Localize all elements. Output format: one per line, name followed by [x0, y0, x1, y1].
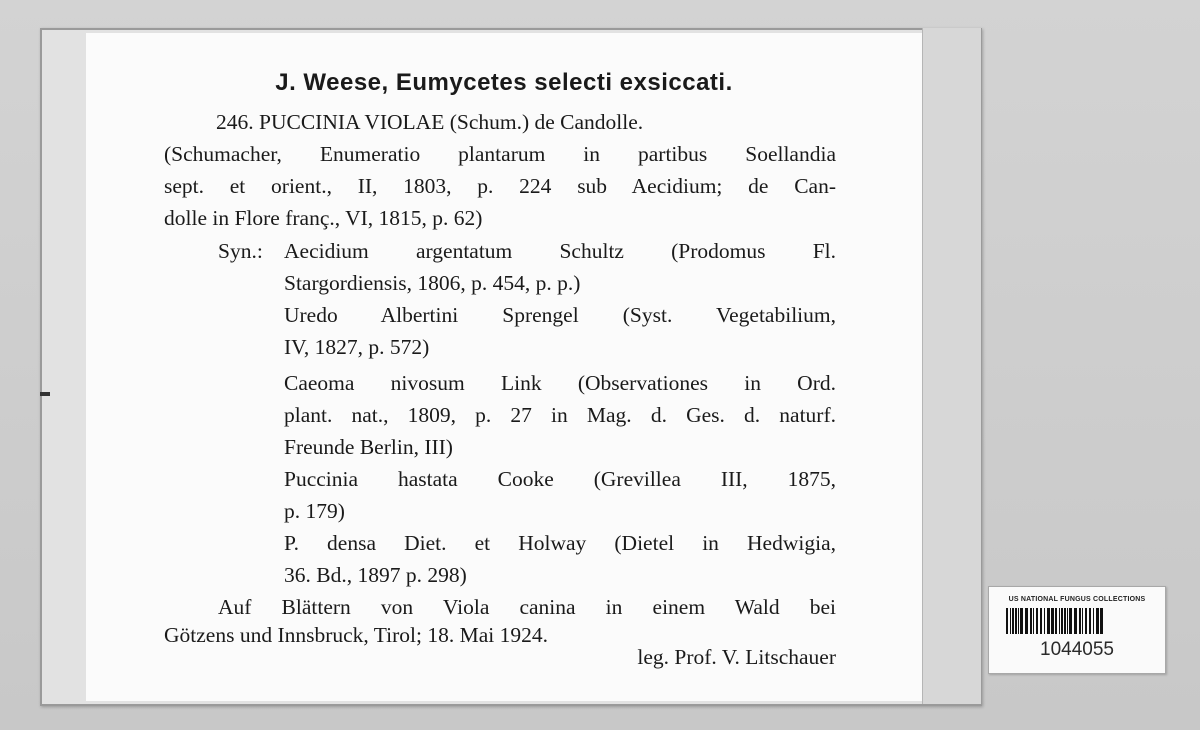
barcode-stripe [1082, 608, 1083, 634]
specimen-label [86, 33, 922, 701]
barcode-stripe [1064, 608, 1066, 634]
synonyms-label: Syn.: [218, 239, 263, 263]
synonym-line-9: p. 179) [284, 499, 345, 523]
barcode-stripe [1010, 608, 1011, 634]
barcode-stripe [1089, 608, 1091, 634]
species-line: 246. PUCCINIA VIOLAE (Schum.) de Candolle. [216, 110, 644, 134]
collector-line: leg. Prof. V. Litschauer [637, 645, 836, 669]
barcode-stripe [1006, 608, 1008, 634]
citation-line-3: dolle in Flore franç., VI, 1815, p. 62) [164, 206, 483, 230]
barcode-stripe [1059, 608, 1060, 634]
synonym-line-8: Puccinia hastata Cooke (Grevillea III, 1875, [284, 467, 836, 491]
barcode-stripe [1096, 608, 1099, 634]
locality-line-1: Auf Blättern von Viola canina in einem Wald bei [218, 595, 836, 619]
barcode-stripe [1085, 608, 1087, 634]
barcode-stripe [1061, 608, 1063, 634]
synonym-line-6: plant. nat., 1809, p. 27 in Mag. d. Ges. d. naturf. [284, 403, 836, 427]
barcode-stripe [1100, 608, 1103, 634]
label-title: J. Weese, Eumycetes selecti exsiccati. [275, 69, 733, 96]
synonym-line-10: P. densa Diet. et Holway (Dietel in Hedwigia, [284, 531, 836, 555]
synonym-line-3: Uredo Albertini Sprengel (Syst. Vegetabilium, [284, 303, 836, 327]
barcode-stripe [1093, 608, 1094, 634]
barcode-stripe [1036, 608, 1038, 634]
barcode-stripe [1030, 608, 1032, 634]
packet-fold [922, 28, 981, 704]
synonym-line-11: 36. Bd., 1897 p. 298) [284, 563, 467, 587]
barcode-stripe [1025, 608, 1028, 634]
barcode-stripe [1012, 608, 1014, 634]
synonym-line-2: Stargordiensis, 1806, p. 454, p. p.) [284, 271, 581, 295]
barcode-stripe [1020, 608, 1023, 634]
barcode-stripe [1074, 608, 1077, 634]
barcode-bars [1006, 608, 1148, 634]
barcode-stripe [1069, 608, 1072, 634]
packet-mark [40, 392, 50, 396]
barcode-header: US NATIONAL FUNGUS COLLECTIONS [1008, 596, 1146, 603]
barcode-stripe [1067, 608, 1068, 634]
barcode-stripe [1047, 608, 1050, 634]
synonym-line-5: Caeoma nivosum Link (Observationes in Ord. [284, 371, 836, 395]
barcode-number: 1044055 [1040, 639, 1114, 660]
barcode-stripe [1055, 608, 1057, 634]
synonym-line-4: IV, 1827, p. 572) [284, 335, 430, 359]
citation-line-1: (Schumacher, Enumeratio plantarum in partibus Soellandia [164, 142, 836, 166]
barcode-stripe [1051, 608, 1054, 634]
barcode-stripe [1044, 608, 1045, 634]
citation-line-2: sept. et orient., II, 1803, p. 224 sub Aecidium; de Can- [164, 174, 836, 198]
barcode-stripe [1033, 608, 1034, 634]
barcode-stripe [1015, 608, 1017, 634]
synonym-line-1: Aecidium argentatum Schultz (Prodomus Fl. [284, 239, 836, 263]
synonym-line-7: Freunde Berlin, III) [284, 435, 453, 459]
barcode-stripe [1018, 608, 1019, 634]
barcode-label [988, 586, 1166, 674]
barcode-stripe [1040, 608, 1042, 634]
locality-line-2: Götzens und Innsbruck, Tirol; 18. Mai 1924. [164, 623, 549, 647]
barcode-stripe [1079, 608, 1081, 634]
